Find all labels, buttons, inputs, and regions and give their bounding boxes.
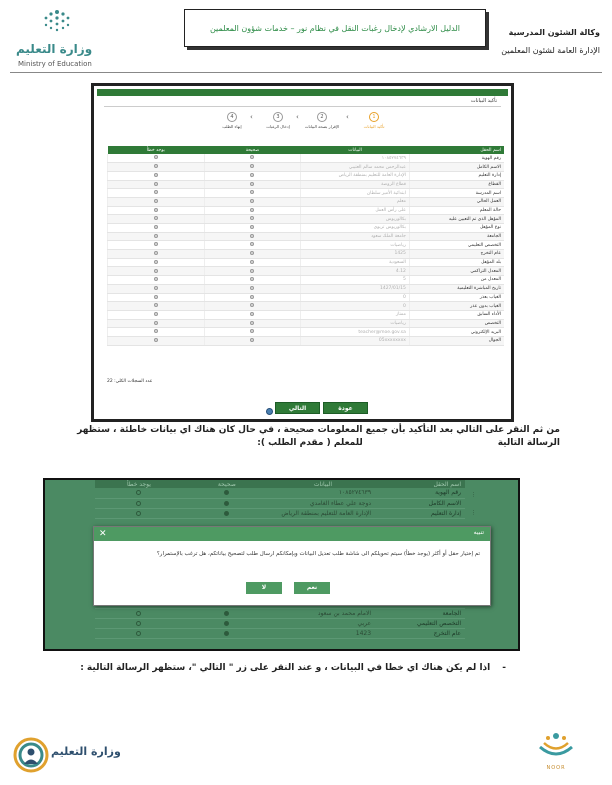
error-radio-cell: [95, 608, 183, 618]
noor-text: NOOR: [546, 765, 566, 771]
field-name: الغياب بدون عذر: [409, 302, 504, 311]
column-header-data: البيانات: [301, 146, 410, 154]
error-radio[interactable]: [154, 321, 158, 325]
error-radio-cell: [108, 302, 205, 311]
field-value: 0: [301, 293, 410, 302]
correct-radio[interactable]: [250, 286, 254, 290]
error-radio[interactable]: [154, 329, 158, 333]
correct-radio-cell: [204, 189, 301, 198]
error-radio-cell: [108, 154, 205, 163]
field-name: القطاع: [409, 180, 504, 189]
table-row: [108, 197, 505, 206]
field-name: العمل الحالي: [409, 197, 504, 206]
correct-radio-cell: [183, 618, 271, 628]
error-radio[interactable]: [154, 251, 158, 255]
error-radio-cell: [95, 488, 183, 498]
field-value: ممتاز: [301, 310, 410, 319]
error-radio-cell: [95, 618, 183, 628]
footer-moe-text: وزارة التعليم: [51, 745, 121, 758]
correct-radio[interactable]: [250, 216, 254, 220]
error-radio-cell: [108, 258, 205, 267]
correct-radio-cell: [183, 488, 271, 498]
error-radio-cell: [108, 319, 205, 328]
table-row: [108, 224, 505, 233]
field-name: الاسم الكامل: [409, 163, 504, 172]
footer-moe-logo: [13, 735, 121, 775]
error-radio-cell: [108, 328, 205, 337]
error-radio-cell: [108, 276, 205, 285]
error-radio[interactable]: [154, 242, 158, 246]
error-radio-cell: [108, 336, 205, 345]
breadcrumb-divider: [104, 106, 501, 107]
field-name: الغياب بعذر: [409, 293, 504, 302]
column-header-field: اسم الحقل: [375, 480, 465, 488]
field-value: الإدارة العامة للتعليم بمنطقة الرياض: [271, 508, 375, 518]
moe-logo-arabic: وزارة التعليم: [16, 42, 93, 56]
instruction-text-2: [60, 662, 506, 675]
correct-radio-cell: [204, 319, 301, 328]
correct-radio[interactable]: [250, 338, 254, 342]
field-name: الاسم الكامل: [375, 498, 465, 508]
table-row: [108, 276, 505, 285]
field-value: ١٠٨٥٢٧٤٦٣٩: [271, 488, 375, 498]
breadcrumb: تأكيد البيانات: [470, 98, 497, 104]
field-name: بلد المؤهل: [409, 258, 504, 267]
agency-name: وكالة الشئون المدرسية: [508, 28, 600, 37]
correct-radio[interactable]: [224, 631, 229, 636]
table-row: [108, 336, 505, 345]
chevron-left-icon: ‹: [250, 113, 253, 121]
total-records: عدد السجلات الكلي: 22: [107, 379, 153, 384]
error-radio[interactable]: [154, 190, 158, 194]
dimmed-background: [45, 480, 518, 649]
correct-radio-cell: [204, 258, 301, 267]
field-value: بكالوريوس: [301, 215, 410, 224]
table-row: [95, 608, 465, 618]
correct-radio[interactable]: [250, 295, 254, 299]
column-header-correct: صحيحة: [204, 146, 301, 154]
correct-radio-cell: [204, 267, 301, 276]
field-name: الجوال: [409, 336, 504, 345]
field-value: عبدالرحمن محمد سالم العتيبي: [301, 163, 410, 172]
error-radio[interactable]: [154, 173, 158, 177]
table-row: [108, 328, 505, 337]
table-row: [108, 206, 505, 215]
dialog-message: تم إختيار حقل أو أكثر (يوجد خطأ) سيتم تحويلكم الى شاشة طلب تعديل البيانات وبإمكانكم ارسال طلب لتصحيح بياناتكم، هل ترغب بالإستمرار؟: [156, 551, 480, 557]
step-finish-request[interactable]: 4 إنهاء الطلب: [222, 114, 242, 129]
error-radio[interactable]: [154, 225, 158, 229]
moe-logo: [10, 8, 100, 68]
correct-radio[interactable]: [224, 501, 229, 506]
field-name: عام التخرج: [409, 250, 504, 259]
error-radio[interactable]: [154, 216, 158, 220]
correct-radio[interactable]: [250, 329, 254, 333]
error-radio[interactable]: [136, 501, 141, 506]
field-value: ١٠٨٥٢٧٤٦٣٩: [301, 154, 410, 163]
step-confirm-data[interactable]: 1 تأكيد البيانات: [363, 114, 385, 129]
dialog-title: تنبيه: [473, 529, 484, 536]
field-name: نوع المؤهل: [409, 224, 504, 233]
error-radio-cell: [95, 508, 183, 518]
field-name: إدارة التعليم: [375, 508, 465, 518]
field-name: رقم الهوية: [409, 154, 504, 163]
chevron-left-icon: ‹: [346, 113, 349, 121]
field-name: رقم الهوية: [375, 488, 465, 498]
correct-radio-cell: [204, 206, 301, 215]
error-radio-cell: [108, 241, 205, 250]
mouse-cursor-icon: [266, 408, 273, 415]
correct-radio-cell: [183, 608, 271, 618]
wizard-steps: [204, 112, 394, 140]
moe-emblem-icon: [13, 737, 49, 773]
error-radio-cell: [95, 628, 183, 638]
correct-radio-cell: [183, 508, 271, 518]
back-button[interactable]: عودة: [323, 402, 368, 414]
moe-logo-english: Ministry of Education: [18, 60, 92, 68]
error-radio[interactable]: [154, 199, 158, 203]
error-radio[interactable]: [154, 234, 158, 238]
field-name: المعدل من: [409, 276, 504, 285]
field-value: 1425: [301, 250, 410, 259]
column-header-error: يوجد خطأ: [108, 146, 205, 154]
field-value: 4.12: [301, 267, 410, 276]
error-radio-cell: [108, 232, 205, 241]
error-radio[interactable]: [154, 164, 158, 168]
correct-radio[interactable]: [224, 511, 229, 516]
field-value: بكالوريوس تربوي: [301, 224, 410, 233]
correct-radio[interactable]: [250, 234, 254, 238]
table-row: [108, 319, 505, 328]
error-radio-cell: [108, 215, 205, 224]
screenshot-confirm-data: [91, 83, 514, 422]
correct-radio[interactable]: [250, 242, 254, 246]
header-divider: [10, 72, 602, 73]
moe-logo-icon: [40, 8, 74, 38]
field-name: البريد الإلكتروني: [409, 328, 504, 337]
table-row: [108, 250, 505, 259]
error-radio[interactable]: [154, 338, 158, 342]
correct-radio-cell: [204, 171, 301, 180]
field-value: 5: [301, 276, 410, 285]
correct-radio-cell: [204, 197, 301, 206]
bullet-dash: -: [502, 663, 506, 673]
correct-radio[interactable]: [250, 260, 254, 264]
correct-radio[interactable]: [250, 277, 254, 281]
correct-radio[interactable]: [250, 182, 254, 186]
correct-radio-cell: [204, 310, 301, 319]
error-radio-cell: [108, 163, 205, 172]
instruction-text-1-cont: للمعلم ( مقدم الطلب ):: [257, 438, 363, 448]
field-value: رياضيات: [301, 241, 410, 250]
table-row: [108, 171, 505, 180]
correct-radio-cell: [204, 232, 301, 241]
table-row: [108, 293, 505, 302]
table-row: [95, 628, 465, 638]
data-table-dimmed: [95, 480, 465, 519]
field-name: التخصص التعليمي: [375, 618, 465, 628]
table-row: [108, 232, 505, 241]
correct-radio[interactable]: [250, 208, 254, 212]
table-row: [95, 618, 465, 628]
field-value: عربي: [271, 618, 375, 628]
field-name: تاريخ المباشرة التعليمية: [409, 284, 504, 293]
field-value: 1423: [271, 628, 375, 638]
field-value: رياضيات: [301, 319, 410, 328]
instruction-text-1: من ثم النقر على التالي بعد التأكيد بأن جميع المعلومات صحيحة ، في حال كان هناك اي بيانات خاطئة ، ستظهر الرسالة التالية: [77, 425, 560, 448]
field-name: المؤهل الذي تم التعيين عليه: [409, 215, 504, 224]
correct-radio[interactable]: [250, 303, 254, 307]
correct-radio[interactable]: [250, 190, 254, 194]
table-row: [95, 508, 465, 518]
screenshot-error-dialog: [43, 478, 520, 651]
field-name: التخصص التعليمي: [409, 241, 504, 250]
noor-logo: [534, 727, 578, 775]
correct-radio[interactable]: [250, 269, 254, 273]
correct-radio-cell: [204, 163, 301, 172]
error-radio[interactable]: [136, 490, 141, 495]
field-name: الأداء السابق: [409, 310, 504, 319]
correct-radio-cell: [204, 284, 301, 293]
correct-radio[interactable]: [250, 164, 254, 168]
correct-radio[interactable]: [250, 199, 254, 203]
document-title: الدليل الارشادي لإدخال رغبات النقل في نظام نور – خدمات شؤون المعلمين: [209, 23, 461, 33]
error-radio-cell: [108, 206, 205, 215]
correct-radio[interactable]: [250, 173, 254, 177]
field-name: اسم المدرسة: [409, 189, 504, 198]
field-name: الجامعة: [375, 608, 465, 618]
correct-radio-cell: [204, 180, 301, 189]
correct-radio-cell: [183, 498, 271, 508]
app-top-bar: [97, 89, 508, 96]
correct-radio-cell: [204, 241, 301, 250]
error-radio[interactable]: [154, 277, 158, 281]
correct-radio-cell: [204, 336, 301, 345]
next-button[interactable]: التالي: [275, 402, 320, 414]
error-radio[interactable]: [154, 260, 158, 264]
error-radio-cell: [108, 267, 205, 276]
correct-radio-cell: [183, 628, 271, 638]
error-radio-cell: [108, 250, 205, 259]
column-header-field: اسم الحقل: [409, 146, 504, 154]
data-table: [107, 146, 504, 346]
column-header-error: يوجد خطأ: [95, 480, 183, 488]
alert-dialog: [93, 526, 491, 606]
step-acknowledge[interactable]: 2 الإقرار بصحة البيانات: [304, 114, 340, 129]
field-value: جامعة الملك سعود: [301, 232, 410, 241]
field-name: التخصص: [409, 319, 504, 328]
field-name: المعدل التراكمي: [409, 267, 504, 276]
correct-radio-cell: [204, 224, 301, 233]
correct-radio[interactable]: [224, 611, 229, 616]
table-row: [108, 241, 505, 250]
correct-radio[interactable]: [250, 225, 254, 229]
column-header-data: البيانات: [271, 480, 375, 488]
table-row: [108, 284, 505, 293]
table-row: [95, 498, 465, 508]
correct-radio[interactable]: [250, 312, 254, 316]
table-row: [108, 267, 505, 276]
field-value: معلم: [301, 197, 410, 206]
correct-radio-cell: [204, 293, 301, 302]
correct-radio-cell: [204, 302, 301, 311]
error-radio-cell: [108, 171, 205, 180]
field-name: الجامعة: [409, 232, 504, 241]
row-handle-icon: ⋮: [471, 492, 476, 498]
error-radio-cell: [108, 310, 205, 319]
error-radio-cell: [108, 293, 205, 302]
field-value: الامام محمد بن سعود: [271, 608, 375, 618]
field-name: حالة المعلم: [409, 206, 504, 215]
table-row: [108, 310, 505, 319]
field-value: 0: [301, 302, 410, 311]
error-radio[interactable]: [154, 303, 158, 307]
dialog-header: [94, 527, 490, 541]
error-radio[interactable]: [136, 621, 141, 626]
field-value: قطاع الروضة: [301, 180, 410, 189]
department-name: الإدارة العامة لشئون المعلمين: [501, 46, 600, 55]
step-enter-preferences[interactable]: 3 إدخال الرغبات: [266, 114, 290, 129]
table-row: [108, 189, 505, 198]
table-row: [108, 180, 505, 189]
table-row: [95, 488, 465, 498]
error-radio-cell: [108, 180, 205, 189]
error-radio[interactable]: [136, 511, 141, 516]
field-value: على رأس العمل: [301, 206, 410, 215]
correct-radio[interactable]: [250, 155, 254, 159]
column-header-correct: صحيحة: [183, 480, 271, 488]
field-value: ابتدائية الأمير سلطان: [301, 189, 410, 198]
correct-radio[interactable]: [224, 490, 229, 495]
error-radio[interactable]: [154, 286, 158, 290]
correct-radio-cell: [204, 154, 301, 163]
field-value: teacher@moe.gov.sa: [301, 328, 410, 337]
yes-button[interactable]: نعم: [294, 582, 330, 594]
field-value: الإدارة العامة للتعليم بمنطقة الرياض: [301, 171, 410, 180]
error-radio[interactable]: [154, 295, 158, 299]
close-icon[interactable]: ✕: [99, 529, 107, 539]
document-title-box: [184, 9, 486, 47]
error-radio[interactable]: [136, 631, 141, 636]
error-radio[interactable]: [154, 269, 158, 273]
field-name: عام التخرج: [375, 628, 465, 638]
noor-emblem-icon: [534, 727, 578, 765]
correct-radio[interactable]: [250, 251, 254, 255]
correct-radio-cell: [204, 215, 301, 224]
field-value: 05xxxxxxxx: [301, 336, 410, 345]
table-row: [108, 215, 505, 224]
error-radio[interactable]: [154, 208, 158, 212]
correct-radio-cell: [204, 328, 301, 337]
error-radio[interactable]: [154, 155, 158, 159]
table-row: [108, 258, 505, 267]
table-row: [108, 154, 505, 163]
table-row: [108, 302, 505, 311]
field-name: إدارة التعليم: [409, 171, 504, 180]
field-value: 1427/01/15: [301, 284, 410, 293]
error-radio[interactable]: [154, 312, 158, 316]
error-radio-cell: [108, 284, 205, 293]
field-value: دوجة علي عطاء الغامدي: [271, 498, 375, 508]
correct-radio[interactable]: [250, 321, 254, 325]
error-radio-cell: [95, 498, 183, 508]
error-radio[interactable]: [136, 611, 141, 616]
correct-radio[interactable]: [224, 621, 229, 626]
row-handle-icon: ⋮: [471, 510, 476, 516]
instruction-text-2-body: اذا لم يكن هناك اي خطا في البيانات ، و عند النقر على زر " التالي "، ستظهر الرسالة التالية :: [80, 663, 491, 673]
field-value: السعودية: [301, 258, 410, 267]
no-button[interactable]: لا: [246, 582, 282, 594]
chevron-left-icon: ‹: [296, 113, 299, 121]
error-radio-cell: [108, 189, 205, 198]
table-row: [108, 163, 505, 172]
error-radio-cell: [108, 224, 205, 233]
error-radio-cell: [108, 197, 205, 206]
correct-radio-cell: [204, 250, 301, 259]
correct-radio-cell: [204, 276, 301, 285]
error-radio[interactable]: [154, 182, 158, 186]
